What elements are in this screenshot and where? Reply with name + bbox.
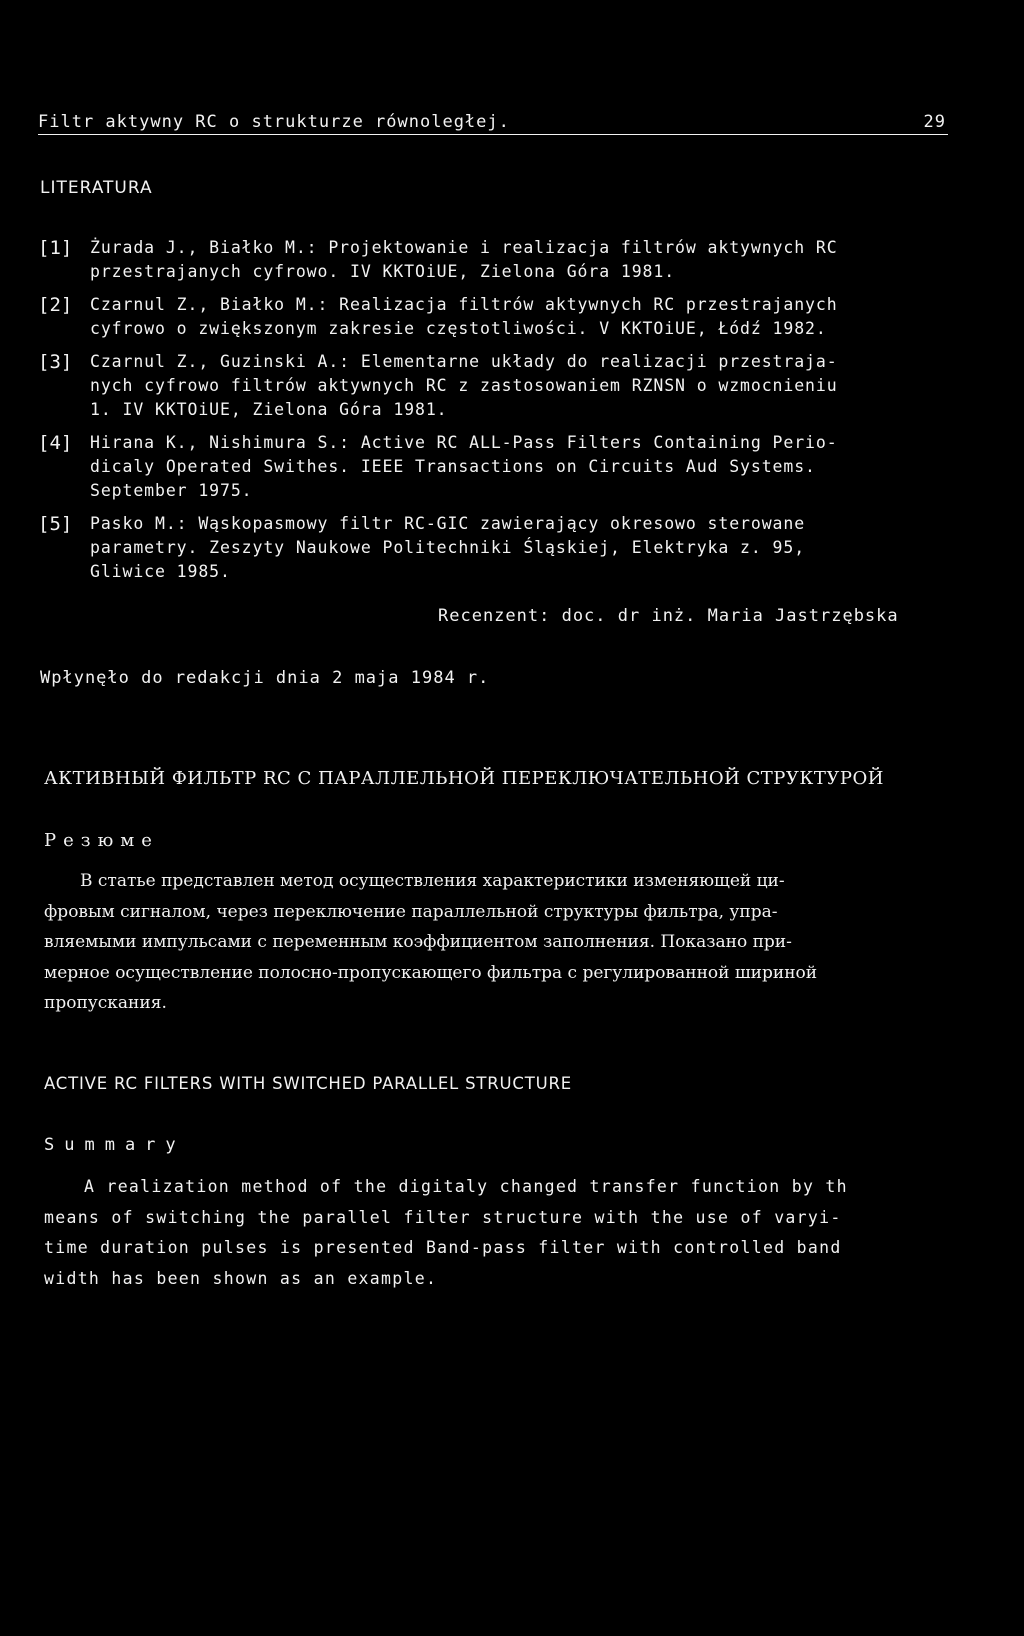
reference-item xyxy=(38,431,958,503)
abstract-line: мерное осуществление полосно-пропускающего фильтра с регулированной шириной xyxy=(44,962,818,983)
reference-line: parametry. Zeszyty Naukowe Politechniki Śląskiej, Elektryka z. 95, xyxy=(90,538,806,557)
abstract-line: фровым сигналом, через переключение параллельной структуры фильтра, упра- xyxy=(44,901,778,922)
reference-number: [5] xyxy=(38,513,73,535)
reference-line: September 1975. xyxy=(90,481,253,500)
reference-line: 1. IV KKTOiUE, Zielona Góra 1981. xyxy=(90,400,448,419)
references-heading: LITERATURA xyxy=(40,178,153,198)
reference-line: Gliwice 1985. xyxy=(90,562,231,581)
abstract-line: В статье представлен метод осуществления характеристики изменяющей ци- xyxy=(80,871,785,891)
reference-line: przestrajanych cyfrowo. IV KKTOiUE, Zielona Góra 1981. xyxy=(90,262,676,281)
reviewer-note: Recenzent: doc. dr inż. Maria Jastrzębska xyxy=(438,606,899,626)
reference-number: [1] xyxy=(38,237,73,259)
received-date: Wpłynęło do redakcji dnia 2 maja 1984 r. xyxy=(40,668,490,688)
abstract-line: вляемыми импульсами с переменным коэффициентом заполнения. Показано при- xyxy=(44,932,792,952)
reference-line: Pasko M.: Wąskopasmowy filtr RC-GIC zawierający okresowo sterowane xyxy=(90,514,806,533)
reference-item xyxy=(38,512,958,584)
russian-title: АКТИВНЫЙ ФИЛЬТР RC С ПАРАЛЛЕЛЬНОЙ ПЕРЕКЛЮЧАТЕЛЬНОЙ СТРУКТУРОЙ xyxy=(44,768,884,789)
abstract-line: width has been shown as an example. xyxy=(44,1268,438,1288)
reference-item xyxy=(38,236,958,284)
running-title: Filtr aktywny RC o strukturze równoległej. xyxy=(38,112,510,132)
english-abstract xyxy=(44,1172,974,1294)
abstract-line: time duration pulses is presented Band-pass filter with controlled band xyxy=(44,1238,842,1257)
header-rule xyxy=(38,134,948,135)
reference-line: Czarnul Z., Guzinski A.: Elementarne układy do realizacji przestraja- xyxy=(90,352,838,371)
abstract-line: A realization method of the digitaly changed transfer function by th xyxy=(84,1177,848,1196)
abstract-line: means of switching the parallel filter structure with the use of varyi- xyxy=(44,1207,842,1227)
page-number: 29 xyxy=(923,112,946,132)
reference-number: [4] xyxy=(38,432,73,454)
russian-summary-label: Резюме xyxy=(44,830,159,851)
reference-list xyxy=(38,236,958,593)
reference-number: [3] xyxy=(38,351,73,373)
reference-line: Czarnul Z., Białko M.: Realizacja filtrów aktywnych RC przestrajanych xyxy=(90,295,838,314)
abstract-line: пропускания. xyxy=(44,993,167,1013)
reference-line: Hirana K., Nishimura S.: Active RC ALL-Pass Filters Containing Perio- xyxy=(90,433,838,452)
reference-item xyxy=(38,293,958,341)
english-title: ACTIVE RC FILTERS WITH SWITCHED PARALLEL STRUCTURE xyxy=(44,1074,572,1093)
reference-number: [2] xyxy=(38,294,73,316)
english-summary-label: Summary xyxy=(44,1135,186,1155)
reference-line: cyfrowo o zwiększonym zakresie częstotliwości. V KKTOiUE, Łódź 1982. xyxy=(90,319,827,338)
reference-item xyxy=(38,350,958,422)
reference-line: dicaly Operated Swithes. IEEE Transactions on Circuits Aud Systems. xyxy=(90,457,816,476)
russian-abstract xyxy=(44,866,974,1019)
reference-line: Żurada J., Białko M.: Projektowanie i realizacja filtrów aktywnych RC xyxy=(90,238,838,257)
reference-line: nych cyfrowo filtrów aktywnych RC z zastosowaniem RZNSN o wzmocnieniu xyxy=(90,376,838,395)
running-header xyxy=(38,112,948,136)
